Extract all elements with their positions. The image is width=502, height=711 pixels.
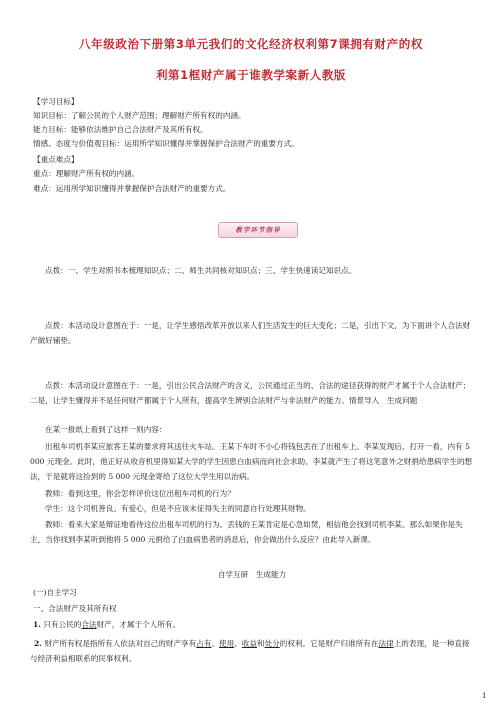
item-2-blank-possession: 占有 [196,639,212,648]
item-1-text-b: 财产，才属于个人所有。 [96,620,181,629]
page-number: 1 [482,692,487,700]
item-2-blank-use: 使用 [219,639,235,648]
student-answer: 学生：这个司机善良、有爱心，但是不应该未征得失主的同意自行处理其财物。 [45,504,311,513]
item-2-text-c: 上的表现，是一种直接与经济利益相联系的民事权利。 [30,639,470,663]
ability-objective: 能力目标：能够依法维护自己合法财产及其所有权。 [33,125,208,134]
self-study-heading: (一)自主学习 [33,588,77,597]
difficult-point: 难点：运用所学知识懂得并掌握保护合法财产的重要方式。 [33,184,231,193]
item-2-blank-disposal: 处分 [264,639,280,648]
item-1-text-a: 只有公民的 [43,620,82,629]
tip-2: 点拨：本活动设计意图在于：一是，让学生感悟改革开放以来人们生活发生的巨大变化；二是，引出下文，为下面讲个人合法财产做好铺垫。 [30,321,471,345]
item-2-blank-law: 法律 [378,639,394,648]
objectives-heading: 【学习目标】 [33,97,79,106]
item-1-blank-legal: 合法 [81,620,97,629]
story-text: 出租车司机李某应旅客王某的要求将其送往火车站。王某下车时不小心将钱包丢在了出租车上。李某发现后，打开一看，内有 5 000 元现金。此时，他正好从收音机里得知某大学的学生因患白血病而向社会求助。李某就产生了将这笔意外之财捐给患病学生的想法，于是就将这捡到的 5 000 元现金寄给了这位大学生用以治病。 [30,442,473,481]
knowledge-objective: 知识目标：了解公民的个人财产范围；理解财产所有权的内涵。 [33,111,246,120]
teacher-remark: 教师：看来大家是辩证地看待这位出租车司机的行为。丢钱的王某肯定是心急如焚，相信他会找到司机李某。那么如果你是失主，当你找到李某听到他将 5 000 元捐给了白血病患者的消息后，你会做出什么反应？由此导入新课。 [30,520,463,544]
item-1 [33,619,473,630]
tip-3: 点拨：本活动设计意图在于：一是，引出公民合法财产的含义，公民通过正当的、合法的途径获得的财产才属于个人合法财产；二是，让学生懂得并不是任何财产都属于个人所有，提高学生辨别合法财产与非法财产的能力。情景导入 生成问题 [30,381,471,405]
teaching-guide-banner: 教学环节指导 [218,222,298,238]
key-point: 重点：理解财产所有权的内涵。 [33,169,140,178]
section-heading: 自学互研 生成能力 [217,570,287,579]
item-2-text-a: 财产所有权是指所有人依法对自己的财产享有 [44,639,197,648]
item-2: 2. 财产所有权是指所有人依法对自己的财产享有占有、使用、收益和处分的权利。它是财产归谁所有在法律上的表现，是一种直接与经济利益相联系的民事权利。 [30,639,470,663]
item-2-number: 2. [34,639,42,648]
emotion-objective: 情感、态度与价值观目标：运用所学知识懂得并掌握保护合法财产的重要方式。 [33,139,299,148]
document-title-line-1: 八年级政治下册第3单元我们的文化经济权利第7课拥有财产的权 [79,37,423,51]
teacher-question: 教师：看到这里，你会怎样评价这位出租车司机的行为？ [45,489,235,498]
item-2-text-b: 的权利。它是财产归谁所有在 [279,639,379,648]
key-points-heading: 【重点难点】 [33,155,79,164]
document-title-line-2: 利第1框财产属于谁教学案新人教版 [155,68,347,82]
item-2-blank-benefit: 收益 [241,639,257,648]
item-1-number: 1. [33,620,41,629]
subsection-heading: 一、合法财产及其所有权 [33,604,117,613]
story-intro: 在某一报纸上看到了这样一则内容： [45,425,167,434]
tip-1: 点拨：一、学生对照书本梳理知识点；二、师生共同核对知识点；三、学生快速读记知识点。 [45,266,357,275]
